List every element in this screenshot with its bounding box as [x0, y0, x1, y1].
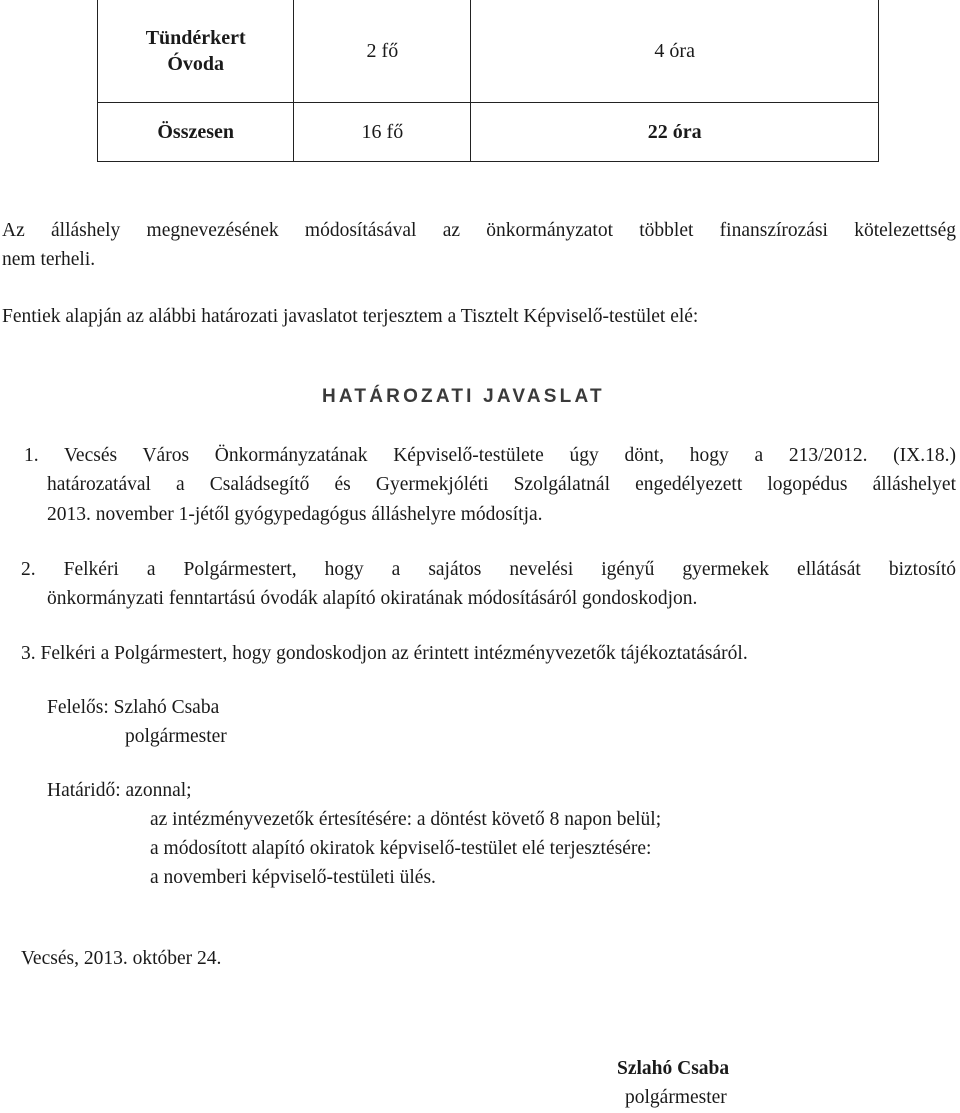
intro-paragraph-line1: Az álláshely megnevezésének módosításával az önkormányzatot többlet finanszírozási kötelezettség [2, 220, 956, 241]
deadline-line3: a módosított alapító okiratok képviselő-testület elé terjesztésére: [150, 838, 652, 859]
deadline-line2: az intézményvezetők értesítésére: a döntést követő 8 napon belül; [150, 809, 662, 830]
hours-cell: 4 óra [471, 0, 879, 103]
responsible-title: polgármester [125, 726, 227, 747]
place-date: Vecsés, 2013. október 24. [21, 948, 222, 969]
intro-paragraph-line2: nem terheli. [2, 249, 96, 270]
total-label-cell: Összesen [98, 103, 294, 162]
signature-title: polgármester [625, 1087, 727, 1108]
signature-name: Szlahó Csaba [617, 1058, 730, 1079]
resolution-item2-line2: önkormányzati fenntartású óvodák alapító okiratának módosításáról gondoskodjon. [47, 588, 698, 609]
total-staff-cell: 16 fő [294, 103, 471, 162]
resolution-item1-line1: 1. Vecsés Város Önkormányzatának Képviselő-testülete úgy dönt, hogy a 213/2012. (IX.18.) [24, 445, 956, 466]
resolution-item2-line1: 2. Felkéri a Polgármestert, hogy a sajátos nevelési igényű gyermekek ellátását biztosító [21, 559, 956, 580]
deadline-line4: a novemberi képviselő-testületi ülés. [150, 867, 436, 888]
institution-cell [98, 0, 294, 103]
intro-paragraph-2: Fentiek alapján az alábbi határozati javaslatot terjesztem a Tisztelt Képviselő-testület elé: [2, 306, 699, 327]
responsible-line1: Felelős: Szlahó Csaba [47, 697, 220, 718]
table-row [98, 0, 879, 103]
resolution-item1-line3: 2013. november 1-jétől gyógypedagógus álláshelyre módosítja. [47, 504, 543, 525]
total-hours-cell: 22 óra [471, 103, 879, 162]
staff-count-cell: 2 fő [294, 0, 471, 103]
resolution-item1-line2: határozatával a Családsegítő és Gyermekjóléti Szolgálatnál engedélyezett logopédus álláshelyet [47, 474, 956, 495]
resolution-item3: 3. Felkéri a Polgármestert, hogy gondoskodjon az érintett intézményvezetők tájékoztatásáról. [21, 643, 748, 664]
staffing-table [97, 0, 879, 162]
resolution-title: HATÁROZATI JAVASLAT [322, 386, 605, 407]
deadline-line1: Határidő: azonnal; [47, 780, 192, 801]
institution-name-line2: Óvoda [167, 53, 225, 75]
table-row-total [98, 103, 879, 162]
institution-name-line1: Tündérkert [145, 27, 246, 49]
